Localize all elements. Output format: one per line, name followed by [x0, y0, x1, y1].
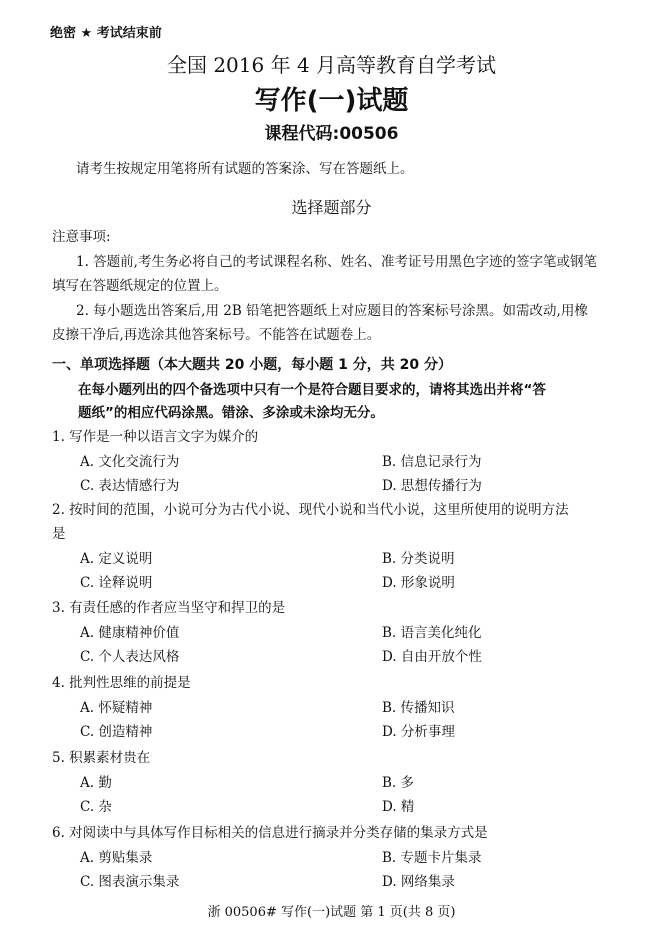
subject-title: 写作(一)试题	[254, 86, 409, 116]
question-2-option-a: A. 定义说明	[80, 551, 153, 567]
question-2-option-b: B. 分类说明	[382, 551, 455, 567]
instruction-text: 请考生按规定用笔将所有试题的答案涂、写在答题纸上。	[76, 161, 414, 177]
question-1-option-a: A. 文化交流行为	[80, 454, 180, 470]
question-3-option-b: B. 语言美化纯化	[382, 625, 482, 641]
question-6-option-b: B. 专题卡片集录	[382, 850, 482, 866]
section-part-title: 选择题部分	[291, 198, 372, 217]
question-5-option-d: D. 精	[382, 799, 415, 815]
question-6-stem: 6. 对阅读中与具体写作目标相关的信息进行摘录并分类存储的集录方式是	[52, 825, 488, 841]
question-5-stem: 5. 积累素材贵在	[52, 750, 151, 766]
question-3-option-d: D. 自由开放个性	[382, 649, 482, 665]
question-4-option-b: B. 传播知识	[382, 700, 455, 716]
notice-item-1-line-2: 填写在答题纸规定的位置上。	[52, 278, 228, 294]
secret-label: 绝密 ★ 考试结束前	[50, 26, 162, 41]
question-1-option-d: D. 思想传播行为	[382, 478, 482, 494]
question-1-option-b: B. 信息记录行为	[382, 454, 482, 470]
section-desc-line-2: 题纸”的相应代码涂黑。错涂、多涂或未涂均无分。	[78, 405, 384, 421]
question-3-stem: 3. 有责任感的作者应当坚守和捍卫的是	[52, 600, 286, 616]
question-6-option-c: C. 图表演示集录	[80, 874, 180, 890]
section-heading: 一、单项选择题（本大题共 20 小题，每小题 1 分，共 20 分）	[52, 357, 452, 373]
question-6-option-d: D. 网络集录	[382, 874, 455, 890]
course-code: 课程代码:00506	[264, 124, 399, 144]
question-6-option-a: A. 剪贴集录	[80, 850, 153, 866]
question-3-option-c: C. 个人表达风格	[80, 649, 180, 665]
question-4-option-d: D. 分析事理	[382, 724, 455, 740]
notice-heading: 注意事项:	[52, 229, 111, 245]
question-2-option-c: C. 诠释说明	[80, 575, 153, 591]
question-3-option-a: A. 健康精神价值	[80, 625, 180, 641]
question-2-stem-cont: 是	[52, 526, 66, 542]
section-desc-line-1: 在每小题列出的四个备选项中只有一个是符合题目要求的，请将其选出并将“答	[78, 382, 546, 398]
question-5-option-b: B. 多	[382, 775, 415, 791]
question-4-stem: 4. 批判性思维的前提是	[52, 675, 191, 691]
notice-item-2-line-1: 2. 每小题选出答案后,用 2B 铅笔把答题纸上对应题目的答案标号涂黑。如需改动,用橡	[76, 303, 588, 319]
question-4-option-a: A. 怀疑精神	[80, 700, 153, 716]
question-2-option-d: D. 形象说明	[382, 575, 455, 591]
question-5-option-c: C. 杂	[80, 799, 112, 815]
page-footer: 浙 00506# 写作(一)试题 第 1 页(共 8 页)	[207, 905, 456, 920]
question-5-option-a: A. 勤	[80, 775, 112, 791]
notice-item-1-line-1: 1. 答题前,考生务必将自己的考试课程名称、姓名、准考证号用黑色字迹的签字笔或钢笔	[76, 254, 597, 270]
exam-title: 全国 2016 年 4 月高等教育自学考试	[166, 53, 497, 77]
question-1-option-c: C. 表达情感行为	[80, 478, 180, 494]
notice-item-2-line-2: 皮擦干净后,再选涂其他答案标号。不能答在试题卷上。	[52, 327, 381, 343]
question-2-stem: 2. 按时间的范围，小说可分为古代小说、现代小说和当代小说，这里所使用的说明方法	[52, 502, 569, 518]
question-4-option-c: C. 创造精神	[80, 724, 153, 740]
question-1-stem: 1. 写作是一种以语言文字为媒介的	[52, 429, 259, 445]
